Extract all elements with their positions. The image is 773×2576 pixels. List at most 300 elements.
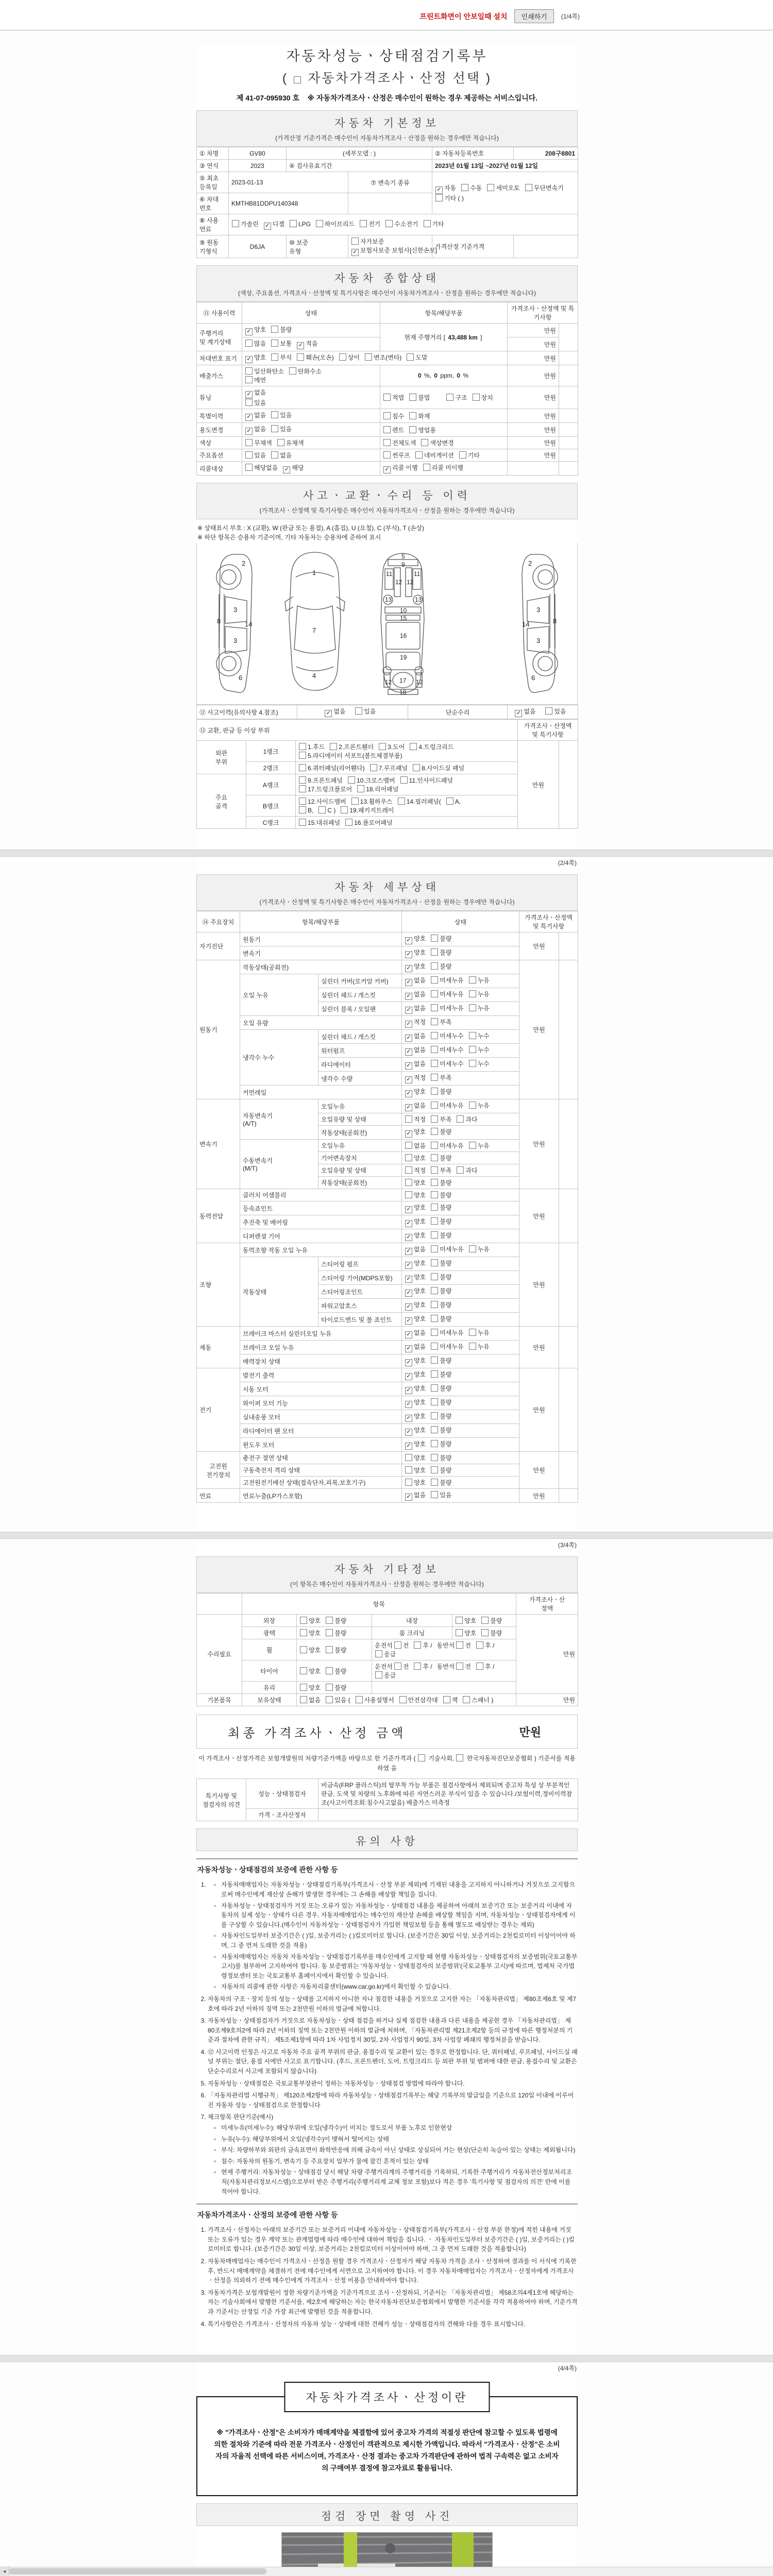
option-label: 불량 xyxy=(440,1204,452,1211)
checkbox[interactable] xyxy=(405,1429,412,1436)
checkbox[interactable] xyxy=(300,1629,307,1636)
cell: GV80 xyxy=(229,147,287,160)
checkbox[interactable] xyxy=(375,1671,382,1679)
option-label: 불량 xyxy=(440,1454,452,1462)
checkbox[interactable] xyxy=(469,1046,476,1053)
checkbox[interactable] xyxy=(431,1343,438,1350)
checkbox[interactable] xyxy=(345,819,352,826)
checkbox[interactable] xyxy=(405,1443,412,1450)
checkbox[interactable] xyxy=(405,1104,412,1111)
checkbox[interactable] xyxy=(431,1479,438,1486)
option-label: 불법 xyxy=(418,394,430,401)
cell: 구동축전지 격리 상태 xyxy=(240,1464,402,1477)
checkbox[interactable] xyxy=(232,220,239,227)
checkbox[interactable] xyxy=(457,1115,464,1123)
checkbox[interactable] xyxy=(431,1191,438,1198)
checkbox[interactable] xyxy=(487,184,494,191)
checkbox[interactable] xyxy=(300,1696,307,1703)
checkbox[interactable] xyxy=(405,979,412,986)
checkbox[interactable] xyxy=(300,1646,307,1653)
checkbox[interactable] xyxy=(476,1663,483,1670)
checkbox[interactable] xyxy=(405,1191,412,1198)
checkbox[interactable] xyxy=(481,1629,489,1636)
checkbox[interactable] xyxy=(394,1663,401,1670)
checkbox[interactable] xyxy=(461,184,468,191)
checkbox[interactable] xyxy=(405,1076,412,1083)
cell: 추진축 및 베어링 xyxy=(240,1215,402,1229)
checkbox[interactable] xyxy=(245,328,253,335)
checkbox[interactable] xyxy=(300,1684,307,1691)
checkbox[interactable] xyxy=(431,1491,438,1498)
option-label: 과다 xyxy=(465,1167,478,1174)
option-label: 있음 xyxy=(440,1492,452,1499)
checkbox[interactable] xyxy=(339,353,346,361)
checkbox[interactable] xyxy=(469,990,476,997)
checkbox[interactable] xyxy=(469,1142,476,1149)
checkbox[interactable] xyxy=(459,451,466,459)
checkbox[interactable] xyxy=(456,1641,463,1649)
cell: 주요옵션 xyxy=(197,449,242,462)
checkbox[interactable] xyxy=(405,993,412,1000)
value-text: 43,488 km xyxy=(448,334,478,341)
checkbox[interactable] xyxy=(405,1387,412,1394)
checkbox[interactable] xyxy=(405,1090,412,1097)
checkbox[interactable] xyxy=(405,1115,412,1123)
table-row xyxy=(197,147,578,160)
cell xyxy=(402,1327,519,1341)
option-label: 양호 xyxy=(414,1413,426,1420)
checkbox[interactable] xyxy=(277,439,284,446)
checkbox[interactable] xyxy=(405,1290,412,1297)
checkbox[interactable] xyxy=(405,1494,412,1501)
checkbox[interactable] xyxy=(405,1479,412,1486)
scrollbar-thumb[interactable] xyxy=(9,2568,266,2574)
checkbox[interactable] xyxy=(405,1179,412,1186)
basis-checkbox-2[interactable] xyxy=(456,1754,463,1761)
cell: 실린더 헤드 / 개스킷 xyxy=(318,1030,402,1044)
checkbox[interactable] xyxy=(348,776,355,784)
checkbox[interactable] xyxy=(415,451,423,459)
checkbox[interactable] xyxy=(370,764,377,771)
checkbox[interactable] xyxy=(299,776,306,784)
checkbox[interactable] xyxy=(405,1021,412,1028)
checkbox[interactable] xyxy=(431,1128,438,1135)
checkbox[interactable] xyxy=(457,1166,464,1174)
notice-bullet: ▫ 부식: 차량하부와 외판의 금속표면이 화학반응에 의해 금속이 아닌 상태로 상실되어 가는 현상(단순히 녹슬어 있는 상태는 제외됩니다) xyxy=(221,2145,578,2155)
checkbox[interactable] xyxy=(300,1617,307,1624)
checkbox[interactable] xyxy=(469,1343,476,1350)
checkbox[interactable] xyxy=(383,451,391,459)
checkbox[interactable] xyxy=(405,1130,412,1138)
checkbox[interactable] xyxy=(355,707,362,715)
checkbox[interactable] xyxy=(405,1007,412,1014)
checkbox[interactable] xyxy=(271,353,278,361)
checkbox[interactable] xyxy=(431,1231,438,1239)
checkbox[interactable] xyxy=(413,764,420,771)
checkbox[interactable] xyxy=(400,776,408,784)
cell: 자기진단 xyxy=(197,933,240,960)
checkbox[interactable] xyxy=(431,1440,438,1447)
cell xyxy=(242,437,380,449)
checkbox[interactable] xyxy=(405,1154,412,1161)
cell: C랭크 xyxy=(246,817,296,829)
checkbox[interactable] xyxy=(431,1115,438,1123)
checkbox[interactable] xyxy=(245,399,253,406)
option-label: 불량 xyxy=(440,1357,452,1364)
option-label: 보험사보증 보험사[신한손보] xyxy=(360,247,438,254)
option-label: 수소전기 xyxy=(394,221,418,228)
checkbox[interactable] xyxy=(326,1629,333,1636)
notice-bullet: ▫ 미세누유(미세누수): 해당부위에 오일(냉각수)이 비치는 정도로서 부품 노후로 인한현상 xyxy=(221,2123,578,2133)
checkbox[interactable] xyxy=(431,1088,438,1095)
checkbox[interactable] xyxy=(405,1466,412,1473)
checkbox[interactable] xyxy=(469,1329,476,1336)
checkbox[interactable] xyxy=(405,1303,412,1311)
checkbox[interactable] xyxy=(431,1259,438,1266)
checkbox[interactable] xyxy=(245,464,253,471)
checkbox[interactable] xyxy=(431,976,438,984)
checkbox[interactable] xyxy=(385,220,393,227)
checkbox[interactable] xyxy=(318,806,326,814)
checkbox[interactable] xyxy=(431,1032,438,1039)
print-install-notice[interactable]: 프린트화면이 안보일때 설치 xyxy=(419,12,508,21)
cell xyxy=(242,365,380,386)
inline-text: ] xyxy=(478,334,482,341)
cell: 수리필요 xyxy=(197,1615,242,1694)
checkbox[interactable] xyxy=(405,1415,412,1422)
checkbox[interactable] xyxy=(431,1046,438,1053)
checkbox[interactable] xyxy=(481,1617,489,1624)
checkbox[interactable] xyxy=(405,1234,412,1241)
checkbox[interactable] xyxy=(515,710,522,717)
checkbox[interactable] xyxy=(326,1646,333,1653)
checkbox[interactable] xyxy=(405,1276,412,1283)
cell: 스티어링조인트 xyxy=(318,1285,402,1299)
option-label: 양호 xyxy=(414,1204,426,1211)
checkbox[interactable] xyxy=(421,439,428,446)
checkbox[interactable] xyxy=(299,764,306,771)
checkbox[interactable] xyxy=(351,249,359,256)
checkbox[interactable] xyxy=(431,1004,438,1011)
checkbox[interactable] xyxy=(299,798,306,805)
checkbox[interactable] xyxy=(431,1301,438,1308)
cell: 커먼레일 xyxy=(240,1086,402,1099)
checkbox[interactable] xyxy=(405,1331,412,1338)
option-label: 하이브리드 xyxy=(324,221,355,228)
checkbox[interactable] xyxy=(431,1329,438,1336)
checkbox[interactable] xyxy=(435,187,443,194)
checkbox[interactable] xyxy=(271,451,278,459)
checkbox[interactable] xyxy=(424,220,431,227)
checkbox[interactable] xyxy=(405,1220,412,1227)
cell xyxy=(242,324,380,337)
cell: 주요 골격 xyxy=(197,774,246,829)
option-label: 누유 xyxy=(477,1329,490,1336)
checkbox[interactable] xyxy=(431,948,438,956)
cell xyxy=(402,1489,519,1503)
checkbox[interactable] xyxy=(431,1204,438,1211)
option-label: 불량 xyxy=(440,1315,452,1323)
cell: 작동상태(공회전) xyxy=(318,1177,402,1189)
cell xyxy=(402,1201,519,1215)
cell: 만원 xyxy=(508,449,559,462)
report-document xyxy=(196,45,578,2576)
checkbox[interactable] xyxy=(326,1617,333,1624)
checkbox[interactable] xyxy=(356,1696,363,1703)
checkbox[interactable] xyxy=(351,238,359,245)
checkbox[interactable] xyxy=(383,439,391,446)
checkbox[interactable] xyxy=(326,1667,333,1674)
checkbox[interactable] xyxy=(375,1650,382,1657)
checkbox[interactable] xyxy=(446,394,453,401)
checkbox[interactable] xyxy=(271,411,278,418)
checkbox[interactable] xyxy=(245,376,253,383)
checkbox[interactable] xyxy=(405,1401,412,1408)
checkbox[interactable] xyxy=(414,1641,421,1649)
checkbox[interactable] xyxy=(383,426,391,433)
checkbox[interactable] xyxy=(245,367,253,375)
checkbox[interactable] xyxy=(446,798,453,805)
checkbox[interactable] xyxy=(431,1466,438,1473)
checkbox[interactable] xyxy=(383,412,391,419)
checkbox[interactable] xyxy=(365,353,372,361)
checkbox[interactable] xyxy=(326,1696,333,1703)
checkbox[interactable] xyxy=(245,428,253,435)
cell xyxy=(559,449,578,462)
checkbox[interactable] xyxy=(325,710,332,717)
checkbox[interactable] xyxy=(431,1179,438,1186)
checkbox[interactable] xyxy=(456,1617,463,1624)
checkbox[interactable] xyxy=(469,1032,476,1039)
checkbox[interactable] xyxy=(357,785,364,792)
checkbox[interactable] xyxy=(469,1101,476,1109)
cell: 윈도우 모터 xyxy=(240,1438,402,1452)
checkbox[interactable] xyxy=(290,220,297,227)
checkbox[interactable] xyxy=(431,1074,438,1081)
checkbox[interactable] xyxy=(435,194,443,201)
cell: 수동변속기 (M/T) xyxy=(240,1140,318,1189)
checkbox[interactable] xyxy=(245,356,253,363)
checkbox[interactable] xyxy=(431,1142,438,1149)
cell: 2023 xyxy=(229,160,287,172)
checkbox[interactable] xyxy=(383,394,391,401)
checkbox[interactable] xyxy=(383,466,391,473)
checkbox[interactable] xyxy=(299,752,306,759)
option-label: 불량 xyxy=(440,1128,452,1136)
checkbox[interactable] xyxy=(431,1454,438,1461)
option-label: 매연 xyxy=(254,377,266,384)
checkbox[interactable] xyxy=(405,1317,412,1325)
option-label: 디젤 xyxy=(272,221,284,228)
checkbox[interactable] xyxy=(360,220,367,227)
cell: 만원 xyxy=(508,337,559,351)
checkbox[interactable] xyxy=(245,391,253,398)
checkbox[interactable] xyxy=(431,1398,438,1405)
checkbox[interactable] xyxy=(431,1217,438,1225)
option-label: 영업용 xyxy=(418,426,436,434)
checkbox[interactable] xyxy=(431,1384,438,1392)
checkbox[interactable] xyxy=(431,1273,438,1280)
basis-checkbox-1[interactable] xyxy=(418,1754,425,1761)
horizontal-scrollbar[interactable] xyxy=(0,2567,773,2576)
checkbox[interactable] xyxy=(405,1454,412,1461)
cell: 만원 xyxy=(516,1615,578,1694)
checkbox[interactable] xyxy=(245,439,253,446)
checkbox[interactable] xyxy=(456,1629,463,1636)
option-label: 누유 xyxy=(477,977,490,984)
checkbox[interactable] xyxy=(245,340,253,347)
checkbox[interactable] xyxy=(399,1696,407,1703)
option-label: 없음 xyxy=(414,1142,426,1149)
svg-text:18: 18 xyxy=(399,689,407,696)
option-label: 5.라디에이터 서포트(볼트체결부품) xyxy=(308,752,402,759)
checkbox[interactable] xyxy=(398,798,405,805)
checkbox[interactable] xyxy=(409,426,416,433)
option-label: 불량 xyxy=(440,935,452,942)
checkbox[interactable] xyxy=(463,1696,470,1703)
option-label: 양호 xyxy=(254,326,266,333)
checkbox[interactable] xyxy=(405,1035,412,1042)
checkbox[interactable] xyxy=(469,976,476,984)
checkbox[interactable] xyxy=(299,743,306,750)
checkbox[interactable] xyxy=(431,1018,438,1025)
cell: 변속기 xyxy=(240,946,402,960)
checkbox[interactable] xyxy=(405,1166,412,1174)
checkbox[interactable] xyxy=(405,951,412,958)
cell: 내장 xyxy=(372,1615,452,1627)
checkbox[interactable] xyxy=(405,1359,412,1366)
checkbox[interactable] xyxy=(245,414,253,421)
checkbox[interactable] xyxy=(431,1245,438,1252)
checkbox[interactable] xyxy=(409,412,416,419)
cell xyxy=(559,1368,578,1452)
checkbox[interactable] xyxy=(407,353,414,361)
checkbox[interactable] xyxy=(405,1345,412,1352)
checkbox[interactable] xyxy=(476,1641,483,1649)
cell: 실린더 블록 / 오일팬 xyxy=(318,1002,402,1016)
checkbox[interactable] xyxy=(469,1245,476,1252)
checkbox[interactable] xyxy=(469,1004,476,1011)
option-label: 불량 xyxy=(440,1218,452,1225)
checkbox[interactable] xyxy=(431,990,438,997)
checkbox[interactable] xyxy=(299,785,306,792)
checkbox[interactable] xyxy=(431,1426,438,1433)
option-label: 양호 xyxy=(414,1128,426,1136)
checkbox[interactable] xyxy=(405,1142,412,1149)
checkbox[interactable] xyxy=(431,1287,438,1294)
checkbox[interactable] xyxy=(456,1663,463,1670)
checkbox[interactable] xyxy=(299,806,306,814)
print-button[interactable]: 인쇄하기 xyxy=(514,9,553,23)
notice-item: 2. 자동차매매업자는 매수인이 가격조사ㆍ산정을 원할 경우 가격조사ㆍ산정자가 해당 자동차 가격을 조사ㆍ산정하여 결과를 이 서식에 기록한 후, 반드시 매매계약을 체결하기 전에 매수인에게 서면으로 고지하여야 합니다. 이 경우 자동차매매업자는 가격조사ㆍ산정자에게 가격조사ㆍ산정을 의뢰하기 전에 매수인에게 가격조사ㆍ산정 비용을 안내하여야 합니다. xyxy=(208,2257,578,2285)
cell: 외장 xyxy=(242,1615,297,1627)
option-label: 세미오토 xyxy=(496,184,520,192)
checkbox[interactable] xyxy=(299,819,306,826)
checkbox[interactable] xyxy=(379,743,386,750)
checkbox[interactable] xyxy=(431,962,438,970)
checkbox[interactable] xyxy=(264,223,271,230)
checkbox[interactable] xyxy=(405,965,412,972)
table-row xyxy=(197,365,578,386)
checkbox[interactable] xyxy=(283,466,290,473)
checkbox[interactable] xyxy=(431,1060,438,1067)
cell: 전기 xyxy=(197,1368,240,1452)
option-label: 있음 xyxy=(554,708,566,715)
checkbox[interactable] xyxy=(431,1357,438,1364)
checkbox[interactable] xyxy=(410,743,417,750)
checkbox[interactable] xyxy=(431,1370,438,1378)
checkbox[interactable] xyxy=(351,798,359,805)
checkbox[interactable] xyxy=(341,806,348,814)
option-label: 미세누수 xyxy=(440,1032,464,1040)
svg-text:2: 2 xyxy=(528,560,532,567)
checkbox[interactable] xyxy=(431,1166,438,1174)
checkbox[interactable] xyxy=(405,1262,412,1269)
checkbox[interactable] xyxy=(297,342,304,349)
svg-text:11: 11 xyxy=(414,570,421,578)
checkbox[interactable] xyxy=(443,1696,450,1703)
option-label: 없음 xyxy=(414,1492,426,1499)
checkbox[interactable] xyxy=(300,1667,307,1674)
option-label: 18.리어패널 xyxy=(366,786,399,793)
checkbox[interactable] xyxy=(405,1248,412,1255)
option-label: A, xyxy=(455,798,461,805)
checkbox[interactable] xyxy=(289,367,296,375)
checkbox[interactable] xyxy=(271,326,278,333)
checkbox[interactable] xyxy=(245,451,253,459)
cell xyxy=(508,705,578,719)
checkbox[interactable] xyxy=(394,1641,401,1649)
cell xyxy=(452,1627,516,1639)
checkbox[interactable] xyxy=(405,1206,412,1213)
option-label: 11.인사이드패널 xyxy=(409,777,453,784)
checkbox[interactable] xyxy=(431,1101,438,1109)
checkbox[interactable] xyxy=(525,184,532,191)
checkbox[interactable] xyxy=(405,1373,412,1380)
cell xyxy=(296,795,518,817)
checkbox[interactable] xyxy=(414,1663,421,1670)
scroll-left-arrow-icon[interactable]: ◄ xyxy=(0,2567,9,2575)
table-row xyxy=(197,1189,578,1201)
checkbox[interactable] xyxy=(271,340,278,347)
checkbox[interactable] xyxy=(431,1315,438,1322)
checkbox[interactable] xyxy=(316,220,323,227)
checkbox[interactable] xyxy=(405,1048,412,1056)
checkbox[interactable] xyxy=(473,394,480,401)
checkbox[interactable] xyxy=(545,707,552,715)
checkbox[interactable] xyxy=(330,743,337,750)
cell: (세부모델 : ) xyxy=(287,147,432,160)
price-select-checkbox[interactable] xyxy=(294,76,301,83)
notice-group-title: 자동차가격조사ㆍ산정의 보증에 관한 사항 등 xyxy=(196,2204,578,2223)
checkbox[interactable] xyxy=(431,1154,438,1161)
notice-bullet: ▫ 자동차인도일부터 보증기간은 ( )일, 보증거리는 ( )킬로미터로 합니다. (보증기간은 30일 이상, 보증거리는 2천킬로미터 이상이어야 하며, 그 중 먼저 도래한 것을 적용) xyxy=(221,1931,578,1950)
checkbox[interactable] xyxy=(405,1062,412,1070)
checkbox[interactable] xyxy=(405,937,412,944)
checkbox[interactable] xyxy=(423,464,430,471)
checkbox[interactable] xyxy=(271,425,278,432)
cell: 광택 xyxy=(242,1627,297,1639)
cell xyxy=(559,960,578,1099)
checkbox[interactable] xyxy=(431,1412,438,1419)
checkbox[interactable] xyxy=(469,1060,476,1067)
section-photos-header xyxy=(196,2503,578,2526)
checkbox[interactable] xyxy=(431,935,438,942)
checkbox[interactable] xyxy=(326,1684,333,1691)
checkbox[interactable] xyxy=(409,394,416,401)
checkbox[interactable] xyxy=(297,353,304,361)
cell: 오일누유 xyxy=(318,1099,402,1113)
